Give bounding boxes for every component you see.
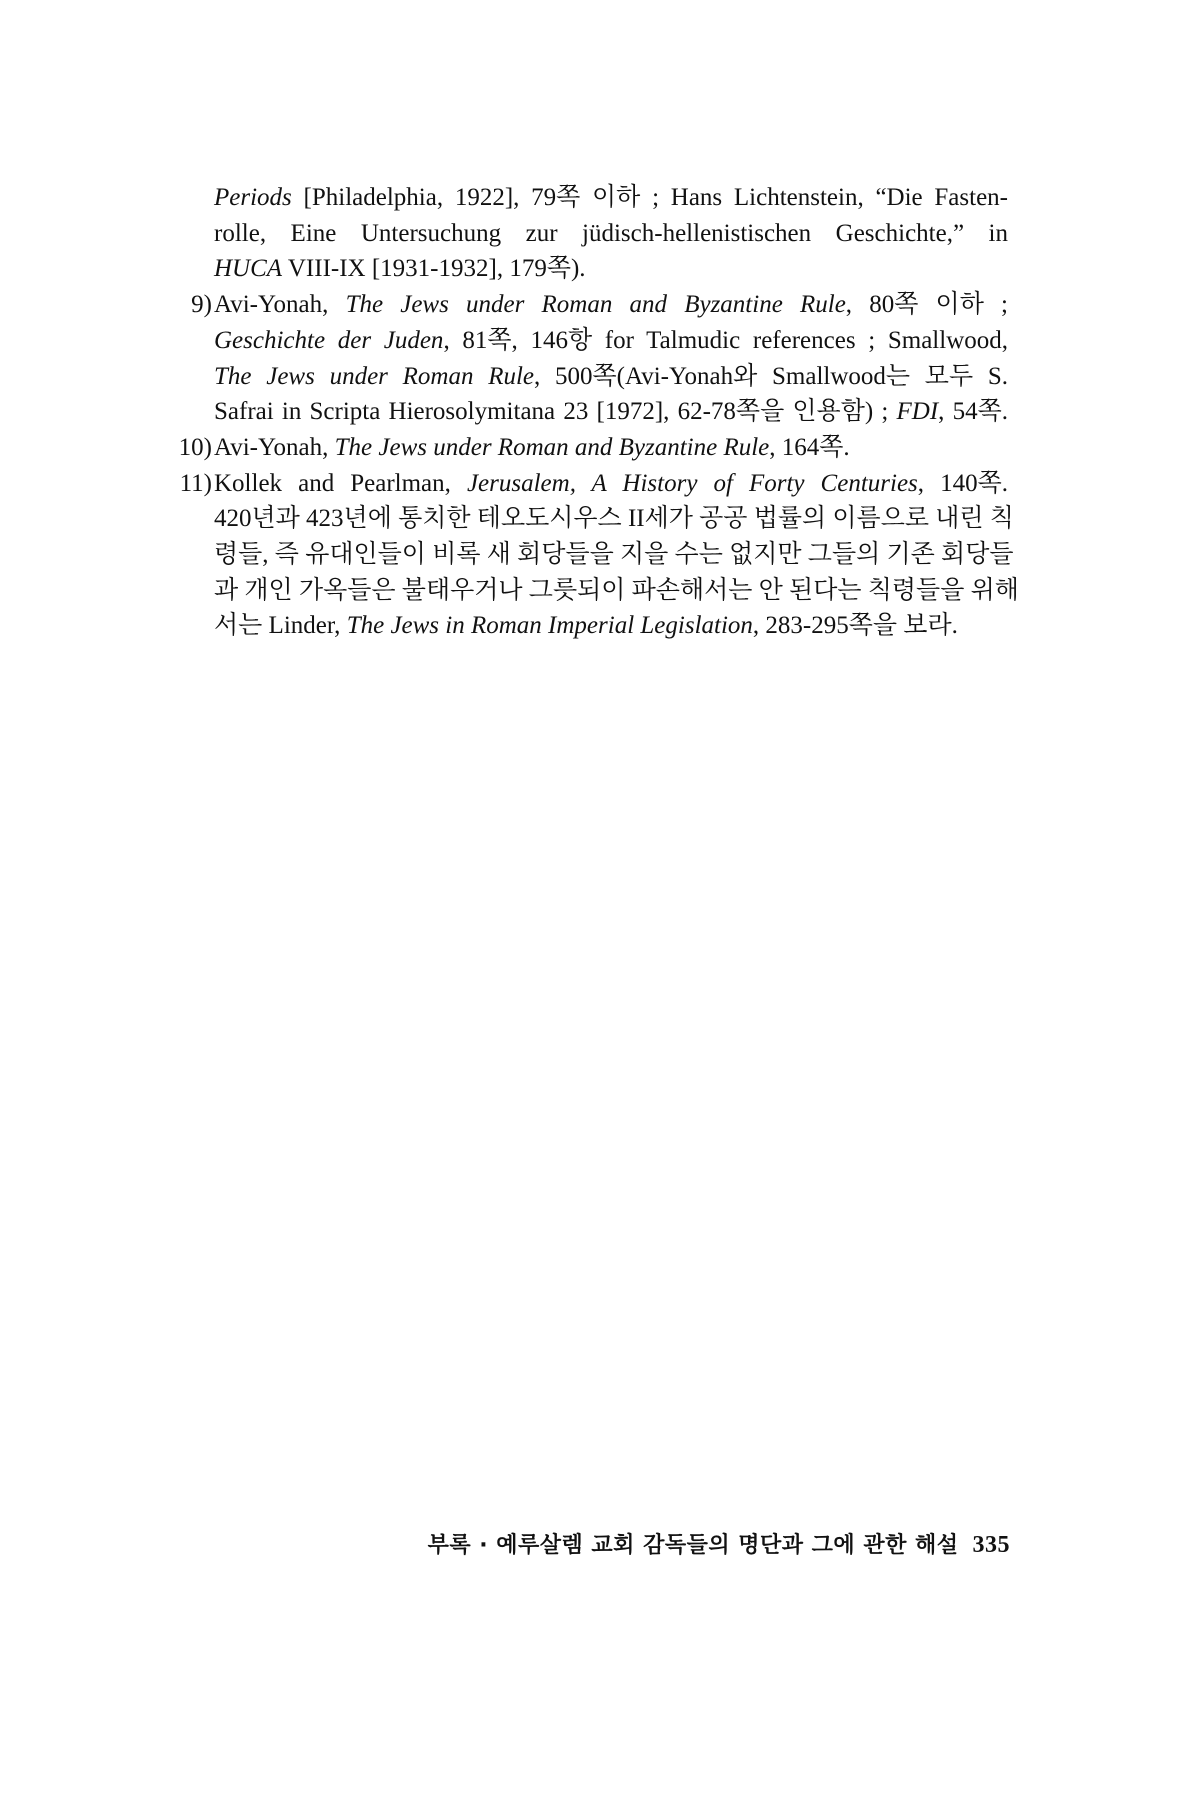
note-number: 9) bbox=[191, 291, 212, 319]
running-footer bbox=[360, 1528, 1010, 1559]
note-text: , 81쪽, 146항 for Talmudic references ; Smallwood, bbox=[443, 326, 1009, 354]
note-line bbox=[214, 608, 1008, 644]
note-line bbox=[214, 359, 1008, 395]
note-line bbox=[214, 394, 1008, 430]
italic-title: Geschichte der Juden bbox=[214, 326, 444, 354]
note-text: Avi-Yonah, bbox=[214, 291, 346, 319]
italic-title: The Jews under Roman and Byzantine Rule bbox=[345, 291, 846, 319]
note-line: rolle, Eine Untersuchung zur jüdisch-hellenistischen Geschichte,” in bbox=[214, 219, 1008, 247]
page-number: 335 bbox=[972, 1532, 1010, 1558]
italic-title: The Jews under Roman and Byzantine Rule bbox=[334, 433, 770, 461]
italic-title: Jerusalem, A History of Forty Centuries bbox=[466, 469, 918, 497]
note-text: VIII-IX [1931-1932], 179쪽). bbox=[282, 255, 586, 283]
endnote-11 bbox=[178, 466, 1019, 645]
italic-title: HUCA bbox=[214, 255, 283, 283]
note-number: 11) bbox=[179, 469, 212, 497]
italic-title: Periods bbox=[214, 184, 292, 211]
running-title: 부록 · 예루살렘 교회 감독들의 명단과 그에 관한 해설 bbox=[427, 1533, 959, 1558]
note-line bbox=[214, 430, 1008, 466]
note-line: 과 개인 가옥들은 불태우거나 그릇되이 파손해서는 안 된다는 칙령들을 위해 bbox=[214, 576, 1019, 604]
endnotes-block bbox=[178, 180, 1019, 644]
note-text: , 500쪽(Avi-Yonah와 Smallwood는 모두 S. bbox=[534, 362, 1008, 390]
note-line bbox=[214, 323, 1008, 359]
note-text: Kollek and Pearlman, bbox=[214, 469, 467, 497]
note-line bbox=[214, 466, 1008, 502]
note-text: Safrai in Scripta Hierosolymitana 23 [1972], 62-78쪽을 인용함) ; bbox=[214, 398, 897, 426]
note-number: 10) bbox=[178, 433, 212, 461]
note-text: , 54쪽. bbox=[938, 398, 1008, 426]
endnote-9 bbox=[178, 287, 1008, 430]
italic-title: The Jews under Roman Rule bbox=[214, 362, 535, 390]
note-line: 령들, 즉 유대인들이 비록 새 회당들을 지을 수는 없지만 그들의 기존 회당들 bbox=[214, 541, 1014, 569]
italic-title: FDI bbox=[896, 398, 939, 426]
note-text: , 283-295쪽을 보라. bbox=[752, 612, 958, 640]
note-text: , 140쪽. bbox=[917, 469, 1008, 497]
note-line bbox=[214, 287, 1008, 323]
note-line bbox=[214, 251, 1008, 287]
note-text: , 164쪽. bbox=[769, 433, 850, 461]
endnote-continuation bbox=[178, 180, 1008, 287]
note-text: 서는 Linder, bbox=[214, 612, 347, 640]
endnote-10 bbox=[178, 430, 1008, 466]
italic-title: The Jews in Roman Imperial Legislation bbox=[346, 612, 753, 640]
note-text: , 80쪽 이하 ; bbox=[845, 291, 1008, 319]
note-line: 420년과 423년에 통치한 테오도시우스 II세가 공공 법률의 이름으로 내린 칙 bbox=[214, 505, 1014, 533]
note-text: Avi-Yonah, bbox=[214, 433, 335, 461]
note-text: [Philadelphia, 1922], 79쪽 이하 ; Hans Lichtenstein, “Die Fasten- bbox=[291, 184, 1008, 211]
note-line bbox=[214, 180, 1008, 216]
